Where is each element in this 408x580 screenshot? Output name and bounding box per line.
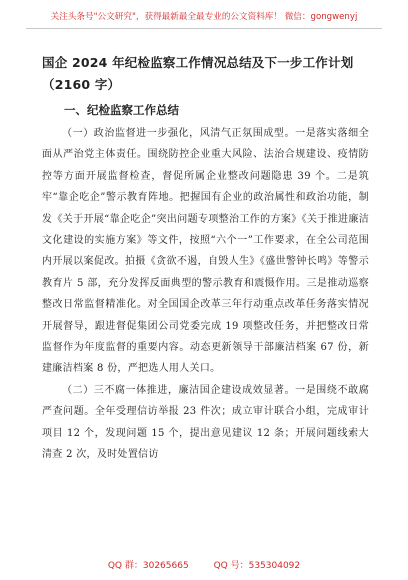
footer-contact — [0, 558, 408, 571]
header-banner: 关注头条号"公文研究"，获得最新最全最专业的公文资料库！ 微信：gongwenyj — [50, 12, 358, 22]
header-divider — [26, 28, 382, 29]
document-body — [42, 52, 369, 466]
footer-qq-number: QQ 号：535304092 — [213, 561, 301, 571]
document-title-line2: （2160 字） — [42, 77, 121, 92]
footer-qq-group: QQ 群：30265665 — [107, 561, 189, 571]
paragraph-1: （一）政治监督进一步强化，风清气正氛围成型。一是落实落细全面从严治党主体责任。围绕防控企业重大风险、法治合规建设、疫情防控等方面开展监督检查，督促所属企业整改问题隐患 39 个。二是筑牢“靠企吃企”警示教育阵地。把握国有企业的政治属性和政治功能，制发《关于开展“靠企吃企”突出问题专项整治工作的方案》《关于推进廉洁文化建设的实施方案》等文件，按照“六个一”工作要求，在全公司范围内开展以案促改。拍摄《贪欲不遏，自毁人生》《盛世警钟长鸣》等警示教育片 5 部，充分发挥反面典型的警示教育和震慑作用。三是推动巡察整改日常监督精准化。对全国国企改革三年行动重点改革任务落实情况开展督导，跟进督促集团公司党委完成 19 项整改任务，并把整改日常监督作为年度监督的重要内容。动态更新领导干部廉洁档案 67 份，新建廉洁档案 8 份，严把选人用人关口。 — [42, 128, 369, 375]
section-heading: 一、纪检监察工作总结 — [64, 103, 179, 117]
document-title-line1: 国企 2024 年纪检监察工作情况总结及下一步工作计划 — [42, 55, 354, 70]
paragraph-2: （二）三不腐一体推进，廉洁国企建设成效显著。一是围绕不敢腐严查问题。全年受理信访举报 23 件次；成立审计联合小组，完成审计项目 12 个，发现问题 15 个，提出意见建议 12 条；开展问题线索大清查 2 次，及时处置信访 — [42, 384, 369, 461]
